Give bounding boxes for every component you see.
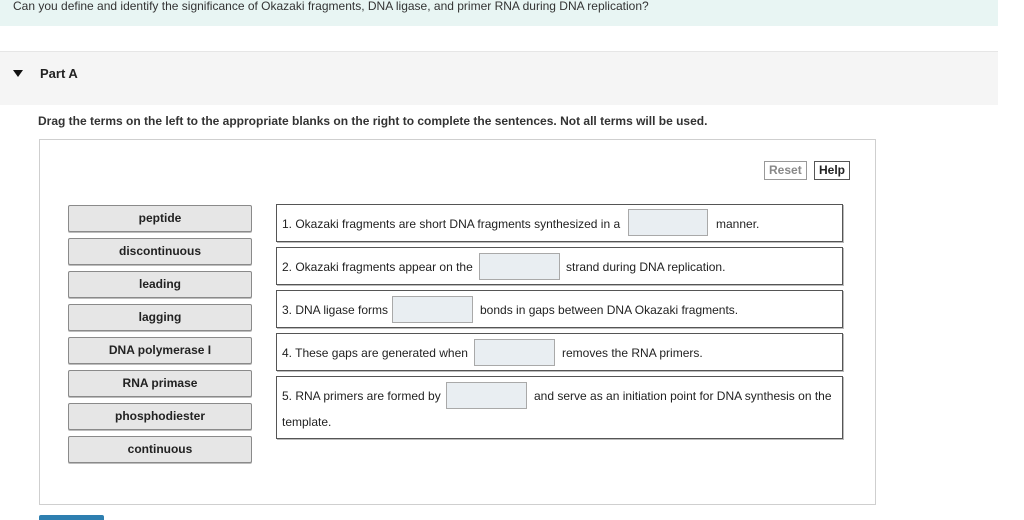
drop-target-blank[interactable]: [392, 296, 473, 323]
term-tile[interactable]: RNA primase: [68, 370, 252, 397]
collapse-triangle-icon[interactable]: [13, 70, 23, 77]
sentence-box-4: [276, 333, 843, 371]
sentence-box-3: [276, 290, 843, 328]
term-tile[interactable]: continuous: [68, 436, 252, 463]
part-label: Part A: [40, 66, 78, 81]
part-a-header[interactable]: [0, 51, 998, 105]
sentence-text: removes the RNA primers.: [562, 346, 703, 360]
question-bar: [0, 0, 998, 26]
term-tile[interactable]: discontinuous: [68, 238, 252, 265]
drop-target-blank[interactable]: [474, 339, 555, 366]
drop-target-blank[interactable]: [628, 209, 708, 236]
term-tile[interactable]: phosphodiester: [68, 403, 252, 430]
help-button[interactable]: Help: [814, 161, 850, 180]
sentence-text: and serve as an initiation point for DNA synthesis on the: [534, 389, 832, 403]
sentence-text: 5. RNA primers are formed by: [282, 389, 441, 403]
sentence-box-2: [276, 247, 843, 285]
term-tile[interactable]: peptide: [68, 205, 252, 232]
sentence-text: strand during DNA replication.: [566, 260, 726, 274]
sentence-text: 2. Okazaki fragments appear on the: [282, 260, 473, 274]
question-text: Can you define and identify the significance of Okazaki fragments, DNA ligase, and primer RNA during DNA replication?: [13, 0, 649, 13]
sentence-text: 4. These gaps are generated when: [282, 346, 468, 360]
term-tile[interactable]: DNA polymerase I: [68, 337, 252, 364]
instructions: Drag the terms on the left to the appropriate blanks on the right to complete the sentences. Not all terms will be used.: [38, 114, 708, 128]
sentence-text: manner.: [716, 217, 760, 231]
sentence-text: 1. Okazaki fragments are short DNA fragments synthesized in a: [282, 217, 621, 231]
reset-button[interactable]: Reset: [764, 161, 807, 180]
drop-target-blank[interactable]: [446, 382, 527, 409]
term-tile[interactable]: leading: [68, 271, 252, 298]
term-tile[interactable]: lagging: [68, 304, 252, 331]
sentence-text: bonds in gaps between DNA Okazaki fragments.: [480, 303, 739, 317]
sentence-text: 3. DNA ligase forms: [282, 303, 389, 317]
submit-button[interactable]: [39, 515, 104, 520]
sentence-box-5: [276, 376, 843, 439]
sentence-text: template.: [282, 415, 332, 429]
sentence-box-1: [276, 204, 843, 242]
drop-target-blank[interactable]: [479, 253, 560, 280]
